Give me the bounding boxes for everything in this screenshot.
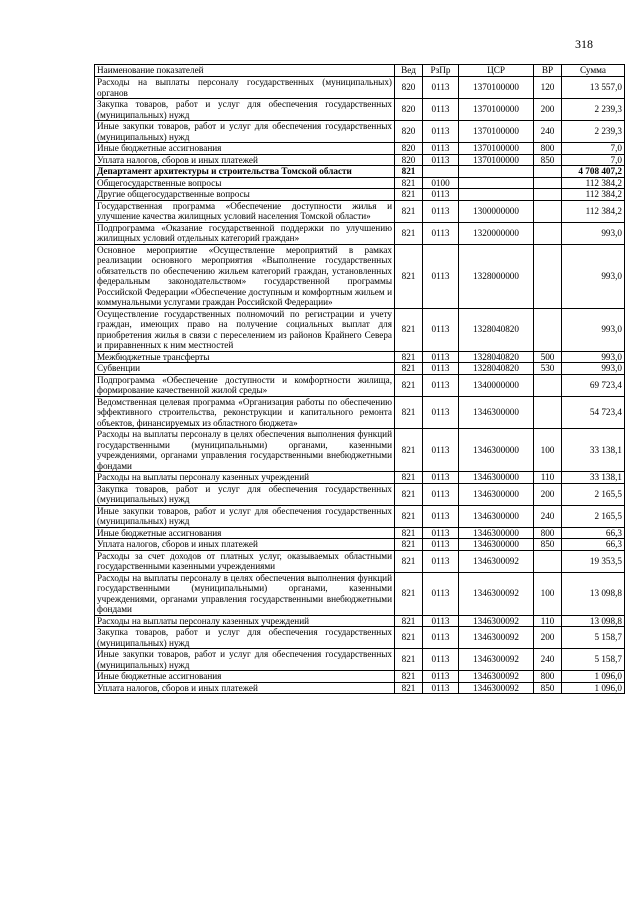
table-row xyxy=(95,550,625,572)
cell-name: Подпрограмма «Обеспечение доступности и комфортности жилища, формирование качественной жилой среды» xyxy=(95,374,395,396)
table-row xyxy=(95,121,625,143)
cell-ved: 821 xyxy=(395,615,423,627)
cell-name: Общегосударственные вопросы xyxy=(95,177,395,189)
cell-name: Государственная программа «Обеспечение доступности жилья и улучшение качества жилищных условий населения Томской области» xyxy=(95,200,395,222)
cell-ved: 821 xyxy=(395,527,423,539)
cell-csr: 1346300000 xyxy=(459,539,534,551)
cell-ved: 821 xyxy=(395,396,423,429)
cell-rzpr: 0113 xyxy=(423,189,459,201)
cell-vr xyxy=(534,396,562,429)
cell-rzpr: 0113 xyxy=(423,244,459,308)
cell-vr: 850 xyxy=(534,539,562,551)
cell-sum: 112 384,2 xyxy=(562,200,625,222)
table-row xyxy=(95,222,625,244)
cell-name: Уплата налогов, сборов и иных платежей xyxy=(95,154,395,166)
cell-vr: 800 xyxy=(534,671,562,683)
cell-vr xyxy=(534,244,562,308)
cell-ved: 821 xyxy=(395,671,423,683)
cell-csr: 1328040820 xyxy=(459,308,534,351)
table-row xyxy=(95,244,625,308)
cell-ved: 820 xyxy=(395,99,423,121)
cell-name: Расходы на выплаты персоналу в целях обеспечения выполнения функций государственными (муниципальными) органами, казенными учреждениями, органами управления государственными внебюджетными фондами xyxy=(95,429,395,472)
table-row xyxy=(95,99,625,121)
cell-name: Расходы на выплаты персоналу государственных (муниципальных) органов xyxy=(95,77,395,99)
cell-vr: 110 xyxy=(534,615,562,627)
cell-name: Иные закупки товаров, работ и услуг для обеспечения государственных (муниципальных) нужд xyxy=(95,505,395,527)
table-row xyxy=(95,671,625,683)
cell-sum: 993,0 xyxy=(562,308,625,351)
cell-sum: 2 239,3 xyxy=(562,121,625,143)
cell-sum: 1 096,0 xyxy=(562,682,625,694)
cell-rzpr: 0113 xyxy=(423,539,459,551)
table-row xyxy=(95,682,625,694)
cell-vr: 800 xyxy=(534,527,562,539)
cell-sum: 2 165,5 xyxy=(562,505,625,527)
cell-vr: 240 xyxy=(534,121,562,143)
table-row xyxy=(95,351,625,363)
cell-name: Департамент архитектуры и строительства Томской области xyxy=(95,166,395,178)
budget-table xyxy=(94,64,625,694)
table-row xyxy=(95,572,625,615)
cell-csr: 1328000000 xyxy=(459,244,534,308)
cell-name: Иные закупки товаров, работ и услуг для обеспечения государственных (муниципальных) нужд xyxy=(95,649,395,671)
cell-csr: 1346300092 xyxy=(459,550,534,572)
cell-name: Другие общегосударственные вопросы xyxy=(95,189,395,201)
header-name: Наименование показателей xyxy=(95,65,395,77)
table-row xyxy=(95,396,625,429)
cell-sum: 7,0 xyxy=(562,143,625,155)
cell-vr: 850 xyxy=(534,682,562,694)
cell-name: Основное мероприятие «Осуществление мероприятий в рамках реализации основного мероприятия «Выполнение государственных обязательств по обеспечению жильем категорий граждан, установленных федеральным законодательством» государственной программы Российской Федерации «Обеспечение доступным и комфортным жильем и коммунальными услугами граждан Российской Федерации» xyxy=(95,244,395,308)
cell-ved: 821 xyxy=(395,472,423,484)
cell-vr: 200 xyxy=(534,483,562,505)
cell-csr: 1346300000 xyxy=(459,527,534,539)
cell-csr: 1370100000 xyxy=(459,99,534,121)
cell-sum: 112 384,2 xyxy=(562,189,625,201)
cell-name: Субвенции xyxy=(95,363,395,375)
cell-rzpr xyxy=(423,166,459,178)
cell-vr: 850 xyxy=(534,154,562,166)
cell-rzpr: 0113 xyxy=(423,143,459,155)
table-row xyxy=(95,539,625,551)
cell-rzpr: 0113 xyxy=(423,121,459,143)
table-body xyxy=(95,77,625,694)
cell-name: Иные бюджетные ассигнования xyxy=(95,671,395,683)
cell-ved: 821 xyxy=(395,627,423,649)
table-row xyxy=(95,143,625,155)
cell-name: Иные бюджетные ассигнования xyxy=(95,143,395,155)
cell-csr: 1346300092 xyxy=(459,682,534,694)
cell-rzpr: 0113 xyxy=(423,429,459,472)
cell-csr: 1340000000 xyxy=(459,374,534,396)
cell-csr: 1346300000 xyxy=(459,429,534,472)
cell-name: Уплата налогов, сборов и иных платежей xyxy=(95,539,395,551)
cell-name: Расходы на выплаты персоналу в целях обеспечения выполнения функций государственными (муниципальными) органами, казенными учреждениями, органами управления государственными внебюджетными фондами xyxy=(95,572,395,615)
cell-csr: 1346300000 xyxy=(459,505,534,527)
cell-csr: 1346300092 xyxy=(459,649,534,671)
cell-csr: 1300000000 xyxy=(459,200,534,222)
table-row xyxy=(95,649,625,671)
cell-rzpr: 0113 xyxy=(423,374,459,396)
cell-vr xyxy=(534,374,562,396)
cell-csr xyxy=(459,166,534,178)
cell-vr xyxy=(534,222,562,244)
table-row xyxy=(95,472,625,484)
cell-vr xyxy=(534,200,562,222)
cell-vr: 240 xyxy=(534,649,562,671)
cell-name: Расходы на выплаты персоналу казенных учреждений xyxy=(95,472,395,484)
cell-vr xyxy=(534,550,562,572)
table-row xyxy=(95,189,625,201)
cell-ved: 820 xyxy=(395,154,423,166)
table-row xyxy=(95,154,625,166)
table-row xyxy=(95,615,625,627)
cell-rzpr: 0113 xyxy=(423,351,459,363)
cell-csr: 1328040820 xyxy=(459,351,534,363)
cell-ved: 820 xyxy=(395,143,423,155)
cell-ved: 821 xyxy=(395,483,423,505)
cell-rzpr: 0113 xyxy=(423,396,459,429)
cell-name: Ведомственная целевая программа «Организация работы по обеспечению эффективного строительства, реконструкции и капитального ремонта объектов, финансируемых из областного бюджета» xyxy=(95,396,395,429)
cell-ved: 821 xyxy=(395,429,423,472)
cell-ved: 821 xyxy=(395,308,423,351)
cell-sum: 993,0 xyxy=(562,244,625,308)
cell-rzpr: 0113 xyxy=(423,572,459,615)
cell-vr xyxy=(534,166,562,178)
header-sum: Сумма xyxy=(562,65,625,77)
cell-vr: 200 xyxy=(534,627,562,649)
cell-sum: 69 723,4 xyxy=(562,374,625,396)
cell-rzpr: 0113 xyxy=(423,154,459,166)
cell-sum: 13 557,0 xyxy=(562,77,625,99)
cell-rzpr: 0113 xyxy=(423,527,459,539)
table-row xyxy=(95,527,625,539)
cell-csr: 1346300092 xyxy=(459,627,534,649)
table-row xyxy=(95,627,625,649)
cell-sum: 5 158,7 xyxy=(562,649,625,671)
cell-sum: 33 138,1 xyxy=(562,472,625,484)
table-row xyxy=(95,166,625,178)
table-row xyxy=(95,505,625,527)
cell-ved: 821 xyxy=(395,222,423,244)
cell-rzpr: 0113 xyxy=(423,682,459,694)
cell-rzpr: 0113 xyxy=(423,363,459,375)
cell-sum: 112 384,2 xyxy=(562,177,625,189)
cell-ved: 821 xyxy=(395,166,423,178)
cell-name: Межбюджетные трансферты xyxy=(95,351,395,363)
cell-vr: 200 xyxy=(534,99,562,121)
cell-vr: 100 xyxy=(534,429,562,472)
cell-name: Расходы за счет доходов от платных услуг, оказываемых областными государственными казенными учреждениями xyxy=(95,550,395,572)
cell-rzpr: 0113 xyxy=(423,222,459,244)
table-row xyxy=(95,177,625,189)
table-row xyxy=(95,77,625,99)
table-header-row xyxy=(95,65,625,77)
cell-csr: 1320000000 xyxy=(459,222,534,244)
header-csr: ЦСР xyxy=(459,65,534,77)
cell-ved: 820 xyxy=(395,77,423,99)
cell-csr: 1346300000 xyxy=(459,396,534,429)
header-vr: ВР xyxy=(534,65,562,77)
cell-ved: 821 xyxy=(395,374,423,396)
cell-name: Расходы на выплаты персоналу казенных учреждений xyxy=(95,615,395,627)
cell-vr: 240 xyxy=(534,505,562,527)
cell-csr xyxy=(459,177,534,189)
cell-csr: 1370100000 xyxy=(459,77,534,99)
cell-ved: 821 xyxy=(395,682,423,694)
cell-sum: 13 098,8 xyxy=(562,572,625,615)
cell-name: Закупка товаров, работ и услуг для обеспечения государственных (муниципальных) нужд xyxy=(95,627,395,649)
cell-rzpr: 0113 xyxy=(423,550,459,572)
cell-name: Уплата налогов, сборов и иных платежей xyxy=(95,682,395,694)
cell-vr: 100 xyxy=(534,572,562,615)
cell-csr: 1346300000 xyxy=(459,472,534,484)
cell-sum: 2 239,3 xyxy=(562,99,625,121)
cell-sum: 66,3 xyxy=(562,527,625,539)
cell-sum: 7,0 xyxy=(562,154,625,166)
page-number: 318 xyxy=(575,37,593,51)
cell-csr xyxy=(459,189,534,201)
cell-sum: 2 165,5 xyxy=(562,483,625,505)
table-row xyxy=(95,308,625,351)
cell-sum: 13 098,8 xyxy=(562,615,625,627)
cell-csr: 1370100000 xyxy=(459,143,534,155)
cell-rzpr: 0113 xyxy=(423,99,459,121)
cell-rzpr: 0113 xyxy=(423,200,459,222)
cell-vr: 110 xyxy=(534,472,562,484)
header-rzpr: РзПр xyxy=(423,65,459,77)
cell-rzpr: 0113 xyxy=(423,308,459,351)
cell-sum: 19 353,5 xyxy=(562,550,625,572)
cell-ved: 821 xyxy=(395,505,423,527)
cell-sum: 5 158,7 xyxy=(562,627,625,649)
cell-ved: 821 xyxy=(395,244,423,308)
cell-ved: 821 xyxy=(395,550,423,572)
cell-ved: 821 xyxy=(395,572,423,615)
cell-ved: 820 xyxy=(395,121,423,143)
cell-name: Подпрограмма «Оказание государственной поддержки по улучшению жилищных условий отдельных категорий граждан» xyxy=(95,222,395,244)
cell-ved: 821 xyxy=(395,189,423,201)
cell-sum: 4 708 407,2 xyxy=(562,166,625,178)
cell-sum: 993,0 xyxy=(562,222,625,244)
cell-name: Закупка товаров, работ и услуг для обеспечения государственных (муниципальных) нужд xyxy=(95,483,395,505)
cell-csr: 1346300092 xyxy=(459,572,534,615)
cell-csr: 1346300092 xyxy=(459,615,534,627)
cell-rzpr: 0113 xyxy=(423,483,459,505)
table-row xyxy=(95,374,625,396)
header-ved: Вед xyxy=(395,65,423,77)
cell-sum: 54 723,4 xyxy=(562,396,625,429)
cell-rzpr: 0113 xyxy=(423,671,459,683)
cell-vr: 500 xyxy=(534,351,562,363)
cell-vr xyxy=(534,177,562,189)
cell-csr: 1328040820 xyxy=(459,363,534,375)
cell-rzpr: 0113 xyxy=(423,615,459,627)
cell-name: Осуществление государственных полномочий по регистрации и учету граждан, имеющих право на получение социальных выплат для приобретения жилья в связи с переселением из районов Крайнего Севера и приравненных к ним местностей xyxy=(95,308,395,351)
cell-csr: 1346300000 xyxy=(459,483,534,505)
cell-vr xyxy=(534,308,562,351)
table-row xyxy=(95,363,625,375)
cell-sum: 993,0 xyxy=(562,363,625,375)
cell-name: Закупка товаров, работ и услуг для обеспечения государственных (муниципальных) нужд xyxy=(95,99,395,121)
table-row xyxy=(95,483,625,505)
cell-rzpr: 0113 xyxy=(423,77,459,99)
cell-ved: 821 xyxy=(395,649,423,671)
cell-vr: 120 xyxy=(534,77,562,99)
cell-vr: 530 xyxy=(534,363,562,375)
table-row xyxy=(95,429,625,472)
cell-rzpr: 0113 xyxy=(423,649,459,671)
cell-vr xyxy=(534,189,562,201)
cell-rzpr: 0113 xyxy=(423,472,459,484)
cell-rzpr: 0100 xyxy=(423,177,459,189)
cell-rzpr: 0113 xyxy=(423,627,459,649)
cell-rzpr: 0113 xyxy=(423,505,459,527)
cell-sum: 66,3 xyxy=(562,539,625,551)
table-row xyxy=(95,200,625,222)
cell-sum: 993,0 xyxy=(562,351,625,363)
cell-ved: 821 xyxy=(395,539,423,551)
cell-name: Иные закупки товаров, работ и услуг для обеспечения государственных (муниципальных) нужд xyxy=(95,121,395,143)
cell-ved: 821 xyxy=(395,177,423,189)
cell-name: Иные бюджетные ассигнования xyxy=(95,527,395,539)
cell-sum: 33 138,1 xyxy=(562,429,625,472)
cell-ved: 821 xyxy=(395,351,423,363)
cell-ved: 821 xyxy=(395,363,423,375)
cell-csr: 1370100000 xyxy=(459,154,534,166)
cell-csr: 1346300092 xyxy=(459,671,534,683)
cell-vr: 800 xyxy=(534,143,562,155)
cell-ved: 821 xyxy=(395,200,423,222)
cell-csr: 1370100000 xyxy=(459,121,534,143)
cell-sum: 1 096,0 xyxy=(562,671,625,683)
